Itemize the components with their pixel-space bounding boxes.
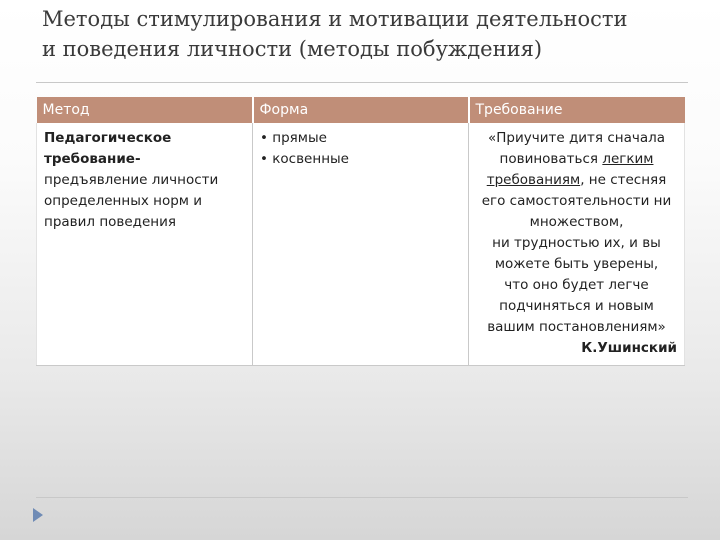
quote-line-8: что оно будет легче [504, 277, 649, 293]
quote-line-5: множеством, [529, 214, 624, 230]
header-form: Форма [253, 97, 469, 123]
slide-title-line-1: Методы стимулирования и мотивации деятельности [42, 7, 628, 31]
quote-line-1: «Приучите дитя сначала [487, 130, 665, 146]
footer-divider [36, 497, 688, 498]
methods-table [36, 97, 685, 366]
quote-underline-requirements: требованиям [486, 172, 581, 188]
quote-line-7: можете быть уверены, [494, 256, 659, 272]
method-desc-line-3: правил поведения [44, 214, 177, 230]
quote-line-4: его самостоятельности ни [481, 193, 672, 209]
header-method: Метод [37, 97, 253, 123]
slide-title [42, 4, 702, 64]
form-list [260, 128, 461, 170]
quote-line-3 [476, 170, 677, 191]
cell-method [37, 123, 253, 366]
method-desc-line-2: определенных норм и [44, 193, 203, 209]
play-triangle-icon[interactable] [33, 508, 43, 522]
cell-requirement [469, 123, 685, 366]
method-desc-line-1: предъявление личности [44, 172, 219, 188]
quote-author: К.Ушинский [581, 340, 677, 356]
header-requirement: Требование [469, 97, 685, 123]
list-item: • косвенные [260, 149, 461, 170]
quote-line-3-text: , не стесняя [580, 172, 667, 188]
table-row [37, 123, 685, 366]
quote-underline-light: легким [602, 151, 654, 167]
quote-line-9: подчиняться и новым [499, 298, 654, 314]
quote-line-2-text: повиноваться [499, 151, 603, 167]
slide-title-line-2: и поведения личности (методы побуждения) [42, 37, 543, 61]
title-divider [36, 82, 688, 83]
quote-text [476, 128, 677, 338]
method-name-line-1: Педагогическое [44, 130, 172, 146]
quote-line-6: ни трудностью их, и вы [492, 235, 661, 251]
method-name-line-2: требование- [44, 151, 141, 167]
quote-line-2 [476, 149, 677, 170]
list-item: • прямые [260, 128, 461, 149]
table-header-row [37, 97, 685, 123]
quote-line-10: вашим постановлениям» [487, 319, 666, 335]
cell-form [253, 123, 469, 366]
